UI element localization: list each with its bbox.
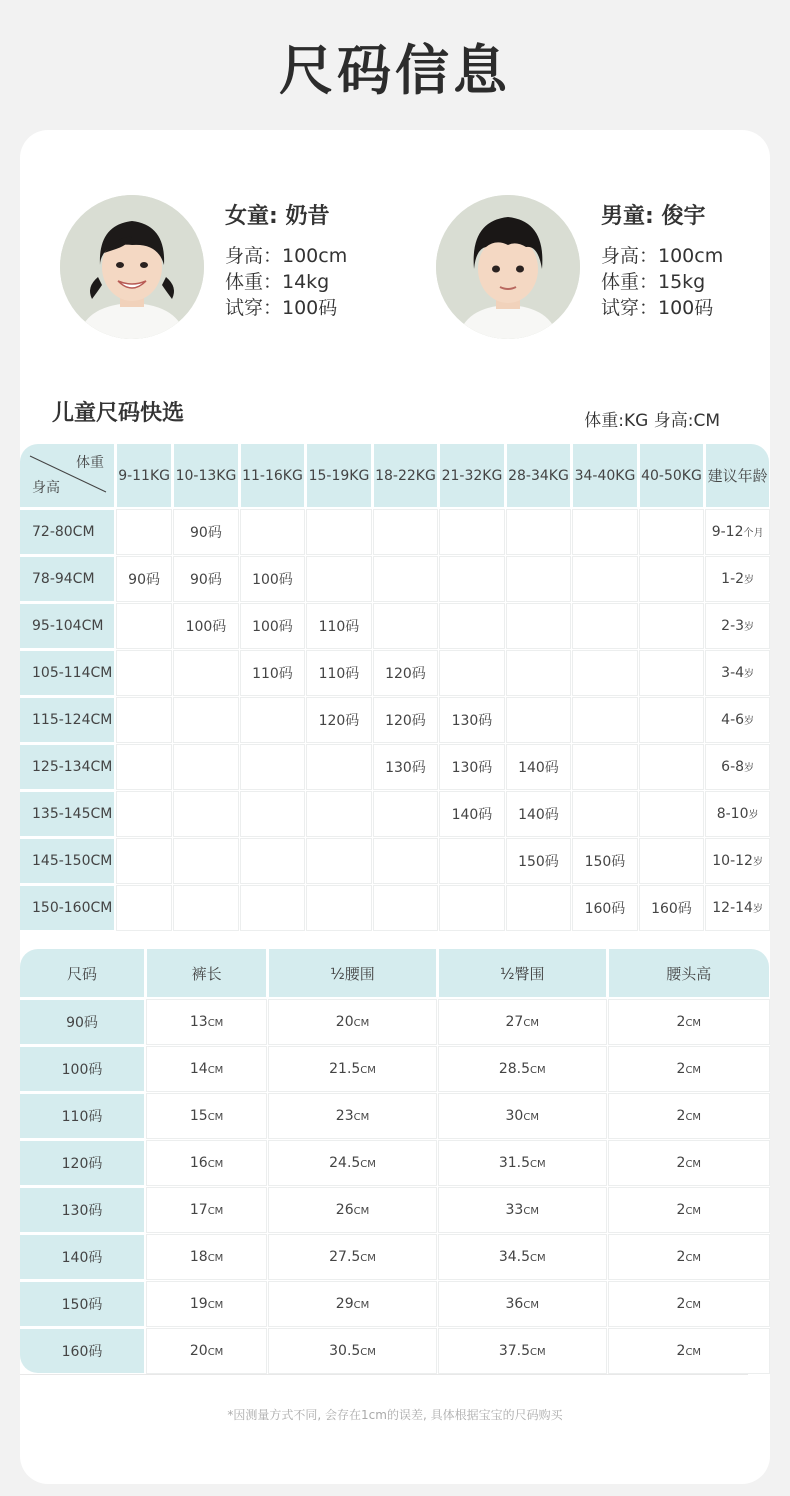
weight-header: 11-16KG bbox=[241, 444, 305, 507]
measurement-cell bbox=[269, 1000, 436, 1044]
measurement-header-row bbox=[20, 949, 769, 997]
size-cell bbox=[573, 604, 637, 648]
measurement-unit: CM bbox=[207, 1300, 224, 1311]
measurement-unit: CM bbox=[360, 1159, 376, 1170]
size-cell bbox=[640, 745, 704, 789]
measurement-cell bbox=[269, 1329, 436, 1373]
girl-weight: 体重：14kg bbox=[225, 271, 330, 293]
measurement-value: 27.5 bbox=[329, 1249, 361, 1265]
measurement-value: 34.5 bbox=[498, 1249, 531, 1265]
size-cell bbox=[640, 839, 704, 883]
size-label: 110码 bbox=[20, 1094, 144, 1138]
age-cell bbox=[706, 651, 769, 695]
measurement-unit: CM bbox=[685, 1206, 702, 1217]
age-value: 10-12 bbox=[712, 853, 753, 869]
size-cell bbox=[307, 792, 371, 836]
size-label: 130码 bbox=[20, 1188, 144, 1232]
measurement-value: 2 bbox=[676, 1014, 686, 1030]
size-label: 150码 bbox=[20, 1282, 144, 1326]
size-cell bbox=[241, 839, 305, 883]
size-cell bbox=[174, 698, 238, 742]
size-label: 140码 bbox=[20, 1235, 144, 1279]
size-cell: 100码 bbox=[174, 604, 238, 648]
age-cell bbox=[706, 745, 769, 789]
size-cell bbox=[507, 698, 571, 742]
weight-header: 21-32KG bbox=[440, 444, 504, 507]
measurement-cell bbox=[269, 1188, 436, 1232]
measurement-value: 15 bbox=[189, 1108, 208, 1124]
measurement-value: 2 bbox=[676, 1296, 686, 1312]
size-cell bbox=[440, 510, 504, 554]
size-label: 120码 bbox=[20, 1141, 144, 1185]
measurement-value: 16 bbox=[189, 1155, 208, 1171]
measurement-header: 尺码 bbox=[20, 949, 144, 997]
size-cell bbox=[440, 557, 504, 601]
measurement-value: 2 bbox=[676, 1343, 686, 1359]
quick-select-row bbox=[20, 745, 769, 789]
measurement-row bbox=[20, 1141, 769, 1185]
measurement-cell bbox=[439, 1141, 606, 1185]
measurement-value: 33 bbox=[505, 1202, 524, 1218]
boy-height: 身高：100cm bbox=[601, 245, 724, 267]
quick-select-row bbox=[20, 698, 769, 742]
size-cell bbox=[507, 510, 571, 554]
size-cell: 140码 bbox=[440, 792, 504, 836]
age-value: 8-10 bbox=[716, 806, 749, 822]
measurement-cell bbox=[147, 1094, 266, 1138]
girl-avatar bbox=[60, 195, 204, 339]
measurement-unit: CM bbox=[360, 1253, 376, 1264]
measurement-unit: CM bbox=[685, 1018, 702, 1029]
size-cell bbox=[640, 604, 704, 648]
measurement-value: 13 bbox=[189, 1014, 208, 1030]
size-label: 90码 bbox=[20, 1000, 144, 1044]
size-cell: 90码 bbox=[174, 557, 238, 601]
age-unit: 岁 bbox=[744, 575, 755, 586]
size-cell bbox=[640, 792, 704, 836]
size-cell bbox=[307, 886, 371, 930]
measurement-cell bbox=[147, 1000, 266, 1044]
measurement-row bbox=[20, 1329, 769, 1373]
age-unit: 岁 bbox=[744, 763, 755, 774]
age-unit: 岁 bbox=[744, 622, 755, 633]
size-cell: 140码 bbox=[507, 745, 571, 789]
quick-select-row bbox=[20, 651, 769, 695]
height-range: 115-124CM bbox=[20, 698, 114, 742]
measurement-value: 23 bbox=[335, 1108, 354, 1124]
size-label: 160码 bbox=[20, 1329, 144, 1373]
weight-header: 10-13KG bbox=[174, 444, 238, 507]
size-cell: 100码 bbox=[241, 604, 305, 648]
boy-weight: 体重：15kg bbox=[601, 271, 706, 293]
age-unit: 岁 bbox=[744, 716, 755, 727]
size-cell bbox=[117, 510, 171, 554]
measurement-cell bbox=[147, 1282, 266, 1326]
size-cell bbox=[573, 510, 637, 554]
measurement-unit: CM bbox=[207, 1159, 224, 1170]
measurement-unit: CM bbox=[685, 1112, 702, 1123]
weight-header: 18-22KG bbox=[374, 444, 438, 507]
measurement-unit: CM bbox=[207, 1347, 224, 1358]
measurement-value: 30.5 bbox=[329, 1343, 361, 1359]
measurement-header: ½腰围 bbox=[269, 949, 436, 997]
measurement-value: 2 bbox=[676, 1202, 686, 1218]
size-cell bbox=[117, 745, 171, 789]
boy-tried-size: 试穿：100码 bbox=[601, 297, 714, 319]
size-cell bbox=[507, 557, 571, 601]
size-cell bbox=[117, 651, 171, 695]
size-cell: 90码 bbox=[117, 557, 171, 601]
size-label: 100码 bbox=[20, 1047, 144, 1091]
size-cell bbox=[374, 886, 438, 930]
measurement-unit: CM bbox=[207, 1065, 224, 1076]
age-cell bbox=[706, 792, 769, 836]
measurement-unit: CM bbox=[523, 1206, 539, 1217]
measurement-value: 2 bbox=[676, 1155, 686, 1171]
size-cell bbox=[307, 839, 371, 883]
measurement-cell bbox=[439, 1000, 606, 1044]
model-boy bbox=[436, 195, 756, 345]
measurement-unit: CM bbox=[207, 1206, 224, 1217]
height-range: 78-94CM bbox=[20, 557, 114, 601]
unit-note: 体重:KG 身高:CM bbox=[584, 411, 720, 431]
size-cell bbox=[573, 792, 637, 836]
measurement-cell bbox=[269, 1282, 436, 1326]
measurement-cell bbox=[609, 1094, 769, 1138]
size-cell bbox=[117, 886, 171, 930]
size-cell bbox=[241, 745, 305, 789]
size-cell bbox=[174, 651, 238, 695]
size-cell bbox=[640, 557, 704, 601]
size-cell bbox=[307, 557, 371, 601]
size-cell: 140码 bbox=[507, 792, 571, 836]
quick-select-row bbox=[20, 604, 769, 648]
quick-select-row bbox=[20, 557, 769, 601]
measurement-cell bbox=[609, 1000, 769, 1044]
size-cell: 130码 bbox=[374, 745, 438, 789]
size-cell bbox=[507, 886, 571, 930]
height-range: 145-150CM bbox=[20, 839, 114, 883]
measurement-cell bbox=[609, 1047, 769, 1091]
weight-header: 9-11KG bbox=[117, 444, 171, 507]
girl-name: 女童: 奶昔 bbox=[225, 204, 330, 229]
size-cell: 130码 bbox=[440, 745, 504, 789]
measurement-unit: CM bbox=[530, 1159, 546, 1170]
size-cell bbox=[573, 557, 637, 601]
measurement-cell bbox=[269, 1094, 436, 1138]
measurement-unit: CM bbox=[523, 1300, 539, 1311]
size-cell bbox=[241, 886, 305, 930]
size-cell: 150码 bbox=[507, 839, 571, 883]
measurement-unit: CM bbox=[207, 1018, 224, 1029]
measurement-value: 27 bbox=[505, 1014, 524, 1030]
measurement-unit: CM bbox=[530, 1253, 546, 1264]
age-cell bbox=[706, 510, 769, 554]
measurement-unit: CM bbox=[530, 1347, 546, 1358]
age-unit: 岁 bbox=[748, 810, 759, 821]
size-cell bbox=[573, 698, 637, 742]
measurement-cell bbox=[439, 1094, 606, 1138]
measurement-unit: CM bbox=[685, 1300, 702, 1311]
size-cell bbox=[374, 510, 438, 554]
measurement-row bbox=[20, 1047, 769, 1091]
measurement-cell bbox=[609, 1188, 769, 1232]
measurement-table bbox=[20, 946, 770, 1376]
age-value: 1-2 bbox=[721, 571, 745, 587]
measurement-cell bbox=[147, 1047, 266, 1091]
age-value: 2-3 bbox=[721, 618, 745, 634]
size-cell bbox=[440, 651, 504, 695]
size-cell bbox=[374, 557, 438, 601]
size-cell: 120码 bbox=[374, 698, 438, 742]
size-cell bbox=[440, 839, 504, 883]
corner-cell bbox=[20, 444, 114, 507]
size-cell bbox=[241, 792, 305, 836]
measurement-cell bbox=[609, 1235, 769, 1279]
measurement-cell bbox=[439, 1329, 606, 1373]
age-cell bbox=[706, 886, 769, 930]
measurement-cell bbox=[269, 1141, 436, 1185]
size-cell bbox=[573, 745, 637, 789]
measurement-value: 18 bbox=[189, 1249, 208, 1265]
measurement-header: ½臀围 bbox=[439, 949, 606, 997]
boy-info bbox=[601, 199, 770, 321]
size-cell bbox=[640, 698, 704, 742]
size-cell: 100码 bbox=[241, 557, 305, 601]
size-cell: 120码 bbox=[374, 651, 438, 695]
measurement-row bbox=[20, 1188, 769, 1232]
measurement-cell bbox=[147, 1329, 266, 1373]
height-range: 105-114CM bbox=[20, 651, 114, 695]
size-card bbox=[20, 130, 770, 1484]
height-range: 72-80CM bbox=[20, 510, 114, 554]
size-cell bbox=[374, 604, 438, 648]
size-cell bbox=[507, 651, 571, 695]
size-cell: 110码 bbox=[307, 604, 371, 648]
measurement-value: 20 bbox=[335, 1014, 354, 1030]
measurement-value: 26 bbox=[335, 1202, 354, 1218]
age-value: 12-14 bbox=[712, 900, 753, 916]
size-cell bbox=[174, 886, 238, 930]
height-range: 125-134CM bbox=[20, 745, 114, 789]
size-cell bbox=[117, 792, 171, 836]
measurement-unit: CM bbox=[523, 1112, 539, 1123]
measurement-value: 36 bbox=[505, 1296, 524, 1312]
measurement-value: 14 bbox=[189, 1061, 208, 1077]
weight-header: 34-40KG bbox=[573, 444, 637, 507]
size-cell bbox=[117, 604, 171, 648]
height-range: 150-160CM bbox=[20, 886, 114, 930]
age-unit: 岁 bbox=[752, 857, 763, 868]
measurement-header: 裤长 bbox=[147, 949, 266, 997]
measurement-cell bbox=[147, 1141, 266, 1185]
size-cell bbox=[174, 745, 238, 789]
measurement-cell bbox=[609, 1282, 769, 1326]
size-cell: 110码 bbox=[307, 651, 371, 695]
page-title: 尺码信息 bbox=[279, 39, 511, 102]
quick-select-title: 儿童尺码快选 bbox=[52, 401, 185, 426]
measurement-value: 30 bbox=[505, 1108, 524, 1124]
size-cell bbox=[640, 510, 704, 554]
size-cell bbox=[640, 651, 704, 695]
measurement-value: 20 bbox=[189, 1343, 208, 1359]
weight-header: 28-34KG bbox=[507, 444, 571, 507]
quick-select-row bbox=[20, 510, 769, 554]
measurement-value: 24.5 bbox=[329, 1155, 361, 1171]
girl-info bbox=[225, 199, 425, 321]
age-cell bbox=[706, 557, 769, 601]
measurement-value: 29 bbox=[335, 1296, 354, 1312]
measurement-value: 19 bbox=[189, 1296, 208, 1312]
size-cell: 160码 bbox=[640, 886, 704, 930]
measurement-unit: CM bbox=[685, 1159, 702, 1170]
age-value: 4-6 bbox=[721, 712, 745, 728]
measurement-cell bbox=[147, 1188, 266, 1232]
measurement-value: 37.5 bbox=[498, 1343, 531, 1359]
measurement-unit: CM bbox=[530, 1065, 546, 1076]
girl-height: 身高：100cm bbox=[225, 245, 348, 267]
measurement-unit: CM bbox=[353, 1018, 370, 1029]
size-cell bbox=[241, 510, 305, 554]
measurement-cell bbox=[439, 1047, 606, 1091]
age-unit: 岁 bbox=[752, 904, 763, 915]
measurement-unit: CM bbox=[685, 1347, 702, 1358]
measurement-unit: CM bbox=[360, 1347, 376, 1358]
weight-header: 15-19KG bbox=[307, 444, 371, 507]
size-cell: 150码 bbox=[573, 839, 637, 883]
measurement-value: 2 bbox=[676, 1108, 686, 1124]
age-cell bbox=[706, 604, 769, 648]
measurement-unit: CM bbox=[685, 1253, 702, 1264]
measurement-value: 21.5 bbox=[329, 1061, 361, 1077]
size-cell: 160码 bbox=[573, 886, 637, 930]
size-cell bbox=[440, 886, 504, 930]
girl-tried-size: 试穿：100码 bbox=[225, 297, 338, 319]
size-cell bbox=[374, 839, 438, 883]
size-cell bbox=[307, 745, 371, 789]
measurement-cell bbox=[269, 1047, 436, 1091]
measurement-unit: CM bbox=[523, 1018, 539, 1029]
measurement-cell bbox=[439, 1282, 606, 1326]
age-value: 9-12 bbox=[711, 524, 744, 540]
measurement-row bbox=[20, 1000, 769, 1044]
size-cell bbox=[507, 604, 571, 648]
size-cell bbox=[573, 651, 637, 695]
measurement-header: 腰头高 bbox=[609, 949, 769, 997]
measurement-cell bbox=[147, 1235, 266, 1279]
measurement-row bbox=[20, 1094, 769, 1138]
boy-name: 男童: 俊宇 bbox=[601, 204, 706, 229]
age-value: 6-8 bbox=[721, 759, 745, 775]
size-cell bbox=[174, 839, 238, 883]
measurement-cell bbox=[609, 1141, 769, 1185]
quick-select-row bbox=[20, 792, 769, 836]
measurement-cell bbox=[439, 1235, 606, 1279]
age-value: 3-4 bbox=[721, 665, 745, 681]
size-cell bbox=[117, 839, 171, 883]
size-cell: 90码 bbox=[174, 510, 238, 554]
size-cell bbox=[117, 698, 171, 742]
measurement-unit: CM bbox=[353, 1206, 370, 1217]
footnote: *因测量方式不同, 会存在1cm的误差, 具体根据宝宝的尺码购买 bbox=[227, 1408, 563, 1422]
size-cell: 120码 bbox=[307, 698, 371, 742]
measurement-cell bbox=[439, 1188, 606, 1232]
corner-weight-label: 体重 bbox=[76, 455, 104, 471]
measurement-unit: CM bbox=[360, 1065, 376, 1076]
age-unit: 岁 bbox=[744, 669, 755, 680]
weight-header: 40-50KG bbox=[640, 444, 704, 507]
size-cell bbox=[241, 698, 305, 742]
corner-height-label: 身高 bbox=[32, 480, 60, 496]
measurement-unit: CM bbox=[685, 1065, 702, 1076]
measurement-value: 2 bbox=[676, 1249, 686, 1265]
measurement-unit: CM bbox=[353, 1112, 370, 1123]
age-header: 建议年龄 bbox=[706, 444, 769, 507]
measurement-value: 31.5 bbox=[498, 1155, 531, 1171]
quick-select-row bbox=[20, 839, 769, 883]
boy-avatar bbox=[436, 195, 580, 339]
quick-select-header-row bbox=[20, 444, 769, 507]
measurement-row bbox=[20, 1235, 769, 1279]
size-cell: 130码 bbox=[440, 698, 504, 742]
measurement-value: 2 bbox=[676, 1061, 686, 1077]
size-cell bbox=[374, 792, 438, 836]
measurement-cell bbox=[269, 1235, 436, 1279]
age-unit: 个月 bbox=[743, 528, 764, 539]
age-cell bbox=[706, 839, 769, 883]
height-range: 95-104CM bbox=[20, 604, 114, 648]
quick-select-table bbox=[20, 441, 770, 933]
size-cell bbox=[440, 604, 504, 648]
size-cell: 110码 bbox=[241, 651, 305, 695]
quick-select-row bbox=[20, 886, 769, 930]
size-cell bbox=[174, 792, 238, 836]
measurement-unit: CM bbox=[207, 1112, 224, 1123]
measurement-unit: CM bbox=[207, 1253, 224, 1264]
measurement-unit: CM bbox=[353, 1300, 370, 1311]
divider bbox=[20, 1374, 748, 1375]
measurement-value: 28.5 bbox=[498, 1061, 531, 1077]
measurement-value: 17 bbox=[189, 1202, 208, 1218]
model-girl bbox=[60, 195, 400, 345]
measurement-cell bbox=[609, 1329, 769, 1373]
size-cell bbox=[307, 510, 371, 554]
height-range: 135-145CM bbox=[20, 792, 114, 836]
age-cell bbox=[706, 698, 769, 742]
measurement-row bbox=[20, 1282, 769, 1326]
